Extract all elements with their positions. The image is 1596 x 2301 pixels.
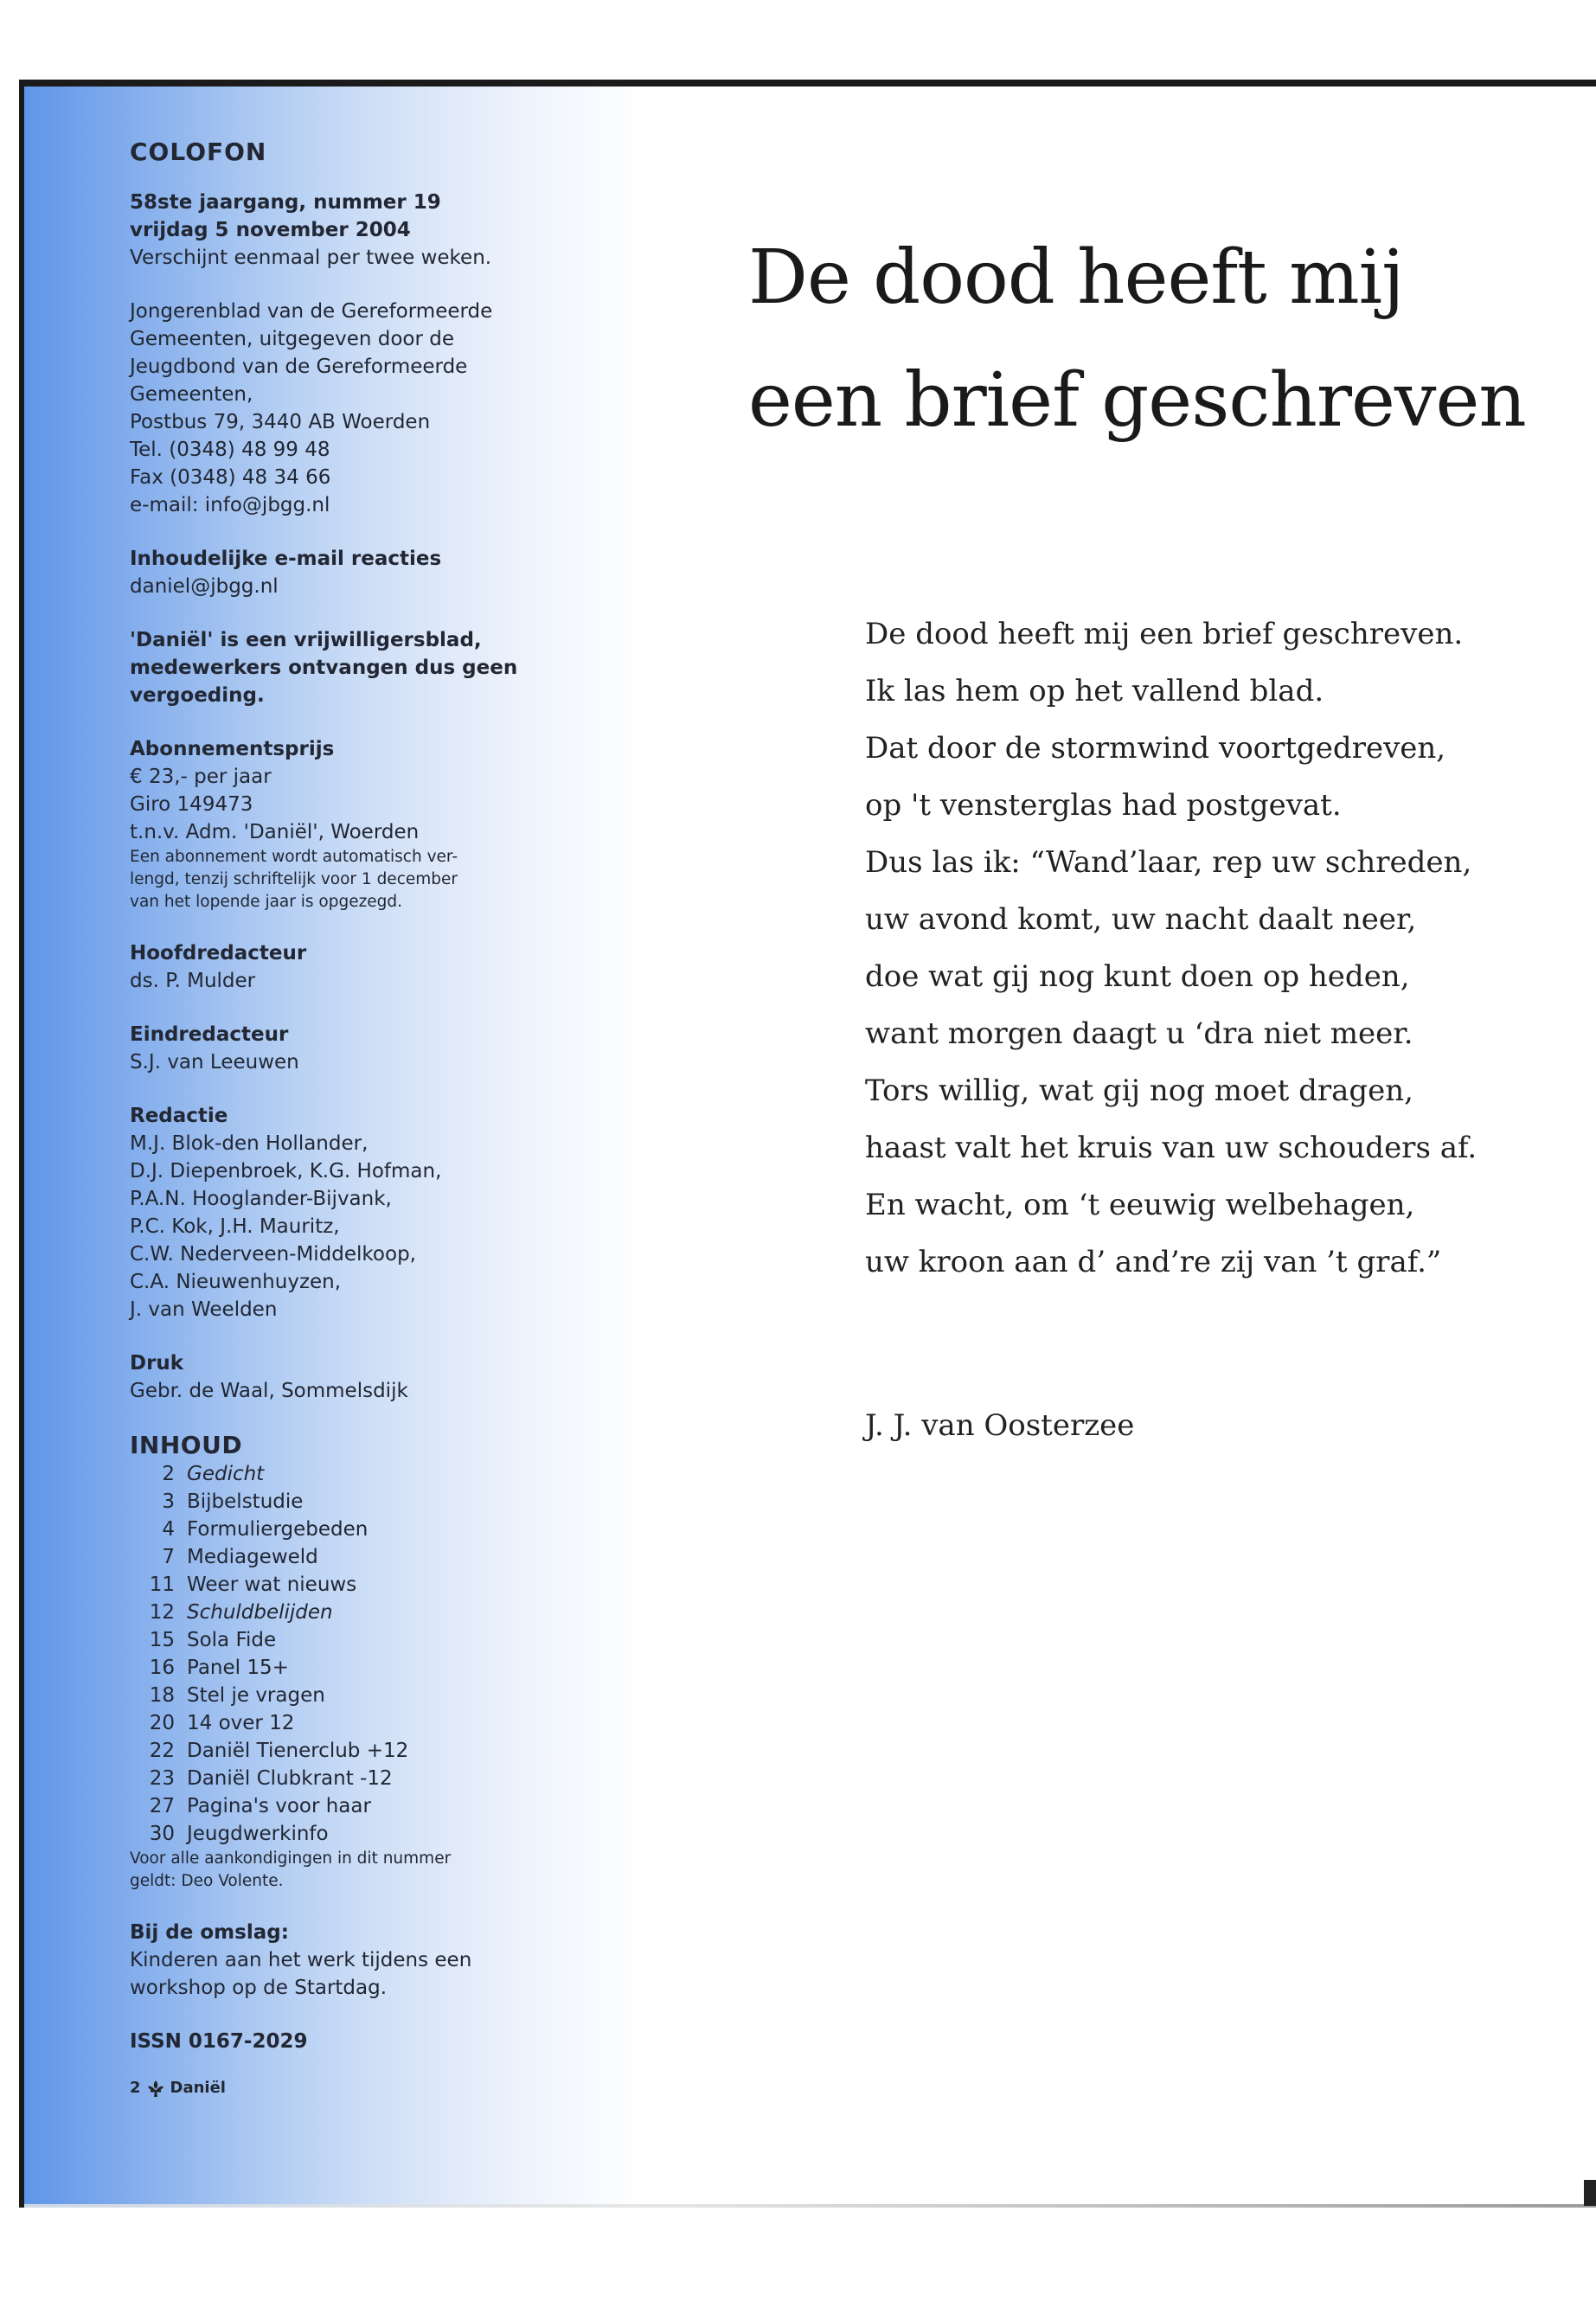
poem-verse: Dat door de stormwind voortgedreven, [865,731,1446,766]
poem-verse: Tors willig, wat gij nog moet dragen, [865,1074,1413,1108]
subscription-note: lengd, tenzij schriftelijk voor 1 december [130,870,458,888]
subscription-note: van het lopende jaar is opgezegd. [130,893,403,911]
contents-page-number: 3 [162,1490,175,1513]
contents-title: Sola Fide [187,1629,277,1651]
publisher-info [130,298,528,519]
contents-note: geldt: Deo Volente. [130,1872,284,1890]
contents-note: Voor alle aankondigingen in dit nummer [130,1849,452,1868]
chief-editor-name: ds. P. Mulder [130,970,256,992]
editorial-member: J. van Weelden [130,1298,278,1321]
contents-heading: INHOUD [130,1431,243,1459]
contents-title: Daniël Clubkrant -12 [187,1767,393,1790]
reactions-info [130,545,528,600]
final-editor-info [130,1021,528,1076]
contents-item [130,1709,528,1737]
contents-title: Bijbelstudie [187,1490,304,1513]
cover-label: Bij de omslag: [130,1921,289,1944]
contents-item [130,1571,528,1599]
subscription-info [130,735,528,913]
contents-item [130,1488,528,1516]
contents-page-number: 30 [149,1823,175,1845]
contents-item [130,1737,528,1765]
poem-verse: En wacht, om ‘t eeuwig welbehagen, [865,1188,1415,1222]
contents-item [130,1599,528,1626]
contents-page-number: 2 [162,1463,175,1485]
contents-item [130,1682,528,1709]
editorial-info [130,1102,528,1324]
contents-page-number: 23 [149,1767,175,1790]
volunteer-note-line: 'Daniël' is een vrijwilligersblad, [130,629,482,651]
contents-page-number: 22 [149,1740,175,1762]
cover-info [130,1919,528,2002]
final-editor-label: Eindredacteur [130,1023,289,1046]
article-title-line: een brief geschreven [748,357,1526,444]
footer-brand: Daniël [170,2079,226,2097]
article-title-line: De dood heeft mij [748,234,1404,321]
editorial-member: M.J. Blok-den Hollander, [130,1132,369,1155]
page-top-border [19,80,1596,87]
subscription-giro: Giro 149473 [130,793,253,816]
contents-item [130,1460,528,1488]
footer-page-number: 2 [130,2079,141,2097]
contents-title: 14 over 12 [187,1712,295,1734]
issue-info [130,189,528,272]
fleur-de-lis-icon [146,2079,165,2098]
contents-title: Formuliergebeden [187,1518,369,1541]
publisher-line: Gemeenten, uitgegeven door de [130,328,455,350]
contents-item [130,1543,528,1571]
chief-editor-info [130,939,528,995]
contents-item [130,1820,528,1848]
poem-verse: Dus las ik: “Wand’laar, rep uw schreden, [865,845,1472,880]
publisher-phone: Tel. (0348) 48 99 48 [130,439,330,461]
issue-date: vrijdag 5 november 2004 [130,219,411,241]
publisher-email: e-mail: info@jbgg.nl [130,494,330,516]
reactions-email: daniel@jbgg.nl [130,575,279,598]
contents-page-number: 27 [149,1795,175,1817]
poem-verse: doe wat gij nog kunt doen op heden, [865,959,1410,994]
contents-page-number: 12 [149,1601,175,1624]
volunteer-note-line: medewerkers ontvangen dus geen [130,657,518,679]
issue-frequency: Verschijnt eenmaal per twee weken. [130,247,492,269]
contents-page-number: 7 [162,1546,175,1568]
contents-title: Jeugdwerkinfo [187,1823,329,1845]
colofon-text [130,138,528,2102]
publisher-address: Postbus 79, 3440 AB Woerden [130,411,431,433]
contents-title: Daniël Tienerclub +12 [187,1740,409,1762]
poem-verse: Ik las hem op het vallend blad. [865,674,1324,708]
contents-page-number: 15 [149,1629,175,1651]
contents-item [130,1516,528,1543]
volunteer-note-line: vergoeding. [130,684,265,707]
contents-item [130,1654,528,1682]
subscription-label: Abonnementsprijs [130,738,335,760]
contents-page-number: 18 [149,1684,175,1707]
issn: ISSN 0167-2029 [130,2030,308,2053]
print-company: Gebr. de Waal, Sommelsdijk [130,1380,408,1402]
poem-verse: uw kroon aan d’ and’re zij van ’t graf.” [865,1245,1442,1279]
editorial-member: C.W. Nederveen-Middelkoop, [130,1243,416,1266]
contents-page-number: 20 [149,1712,175,1734]
poem-verse: De dood heeft mij een brief geschreven. [865,617,1464,651]
contents-item [130,1626,528,1654]
poem-verse: want morgen daagt u ‘dra niet meer. [865,1016,1413,1051]
editorial-member: P.C. Kok, J.H. Mauritz, [130,1215,340,1238]
contents-title: Panel 15+ [187,1657,289,1679]
publisher-fax: Fax (0348) 48 34 66 [130,466,331,489]
reactions-label: Inhoudelijke e-mail reacties [130,548,442,570]
cover-text: Kinderen aan het werk tijdens een [130,1949,472,1971]
contents-item [130,1792,528,1820]
contents-title: Mediageweld [187,1546,318,1568]
cover-text: workshop op de Startdag. [130,1977,388,1999]
volunteer-note [130,626,528,709]
poem-verse: haast valt het kruis van uw schouders af. [865,1131,1477,1165]
page-footer [130,2074,528,2102]
page-bottom-edge [24,2204,1596,2208]
contents-info [130,1431,528,1893]
poem-verse: op 't vensterglas had postgevat. [865,788,1342,823]
print-label: Druk [130,1352,184,1375]
publisher-line: Gemeenten, [130,383,253,406]
editorial-member: P.A.N. Hooglander-Bijvank, [130,1188,392,1210]
contents-page-number: 11 [149,1574,175,1596]
chief-editor-label: Hoofdredacteur [130,942,307,965]
contents-page-number: 16 [149,1657,175,1679]
issn-info [130,2028,528,2055]
print-info [130,1349,528,1405]
final-editor-name: S.J. van Leeuwen [130,1051,299,1074]
poem [865,606,1557,1291]
contents-title: Schuldbelijden [187,1601,333,1624]
publisher-line: Jongerenblad van de Gereformeerde [130,300,493,323]
poem-author: J. J. van Oosterzee [865,1408,1135,1443]
editorial-label: Redactie [130,1105,228,1127]
publisher-line: Jeugdbond van de Gereformeerde [130,356,468,378]
editorial-member: C.A. Nieuwenhuyzen, [130,1271,342,1293]
contents-title: Gedicht [187,1463,265,1485]
subscription-account: t.n.v. Adm. 'Daniël', Woerden [130,821,420,843]
colofon-heading: COLOFON [130,138,267,166]
contents-title: Pagina's voor haar [187,1795,371,1817]
contents-list [130,1460,528,1848]
subscription-note: Een abonnement wordt automatisch ver- [130,848,458,866]
contents-page-number: 4 [162,1518,175,1541]
editorial-member: D.J. Diepenbroek, K.G. Hofman, [130,1160,442,1183]
contents-title: Weer wat nieuws [187,1574,357,1596]
contents-item [130,1765,528,1792]
page-edge-mark [1584,2180,1596,2206]
subscription-price: € 23,- per jaar [130,766,272,788]
article-title [748,216,1579,462]
issue-volume: 58ste jaargang, nummer 19 [130,191,441,214]
poem-verse: uw avond komt, uw nacht daalt neer, [865,902,1417,937]
contents-title: Stel je vragen [187,1684,325,1707]
